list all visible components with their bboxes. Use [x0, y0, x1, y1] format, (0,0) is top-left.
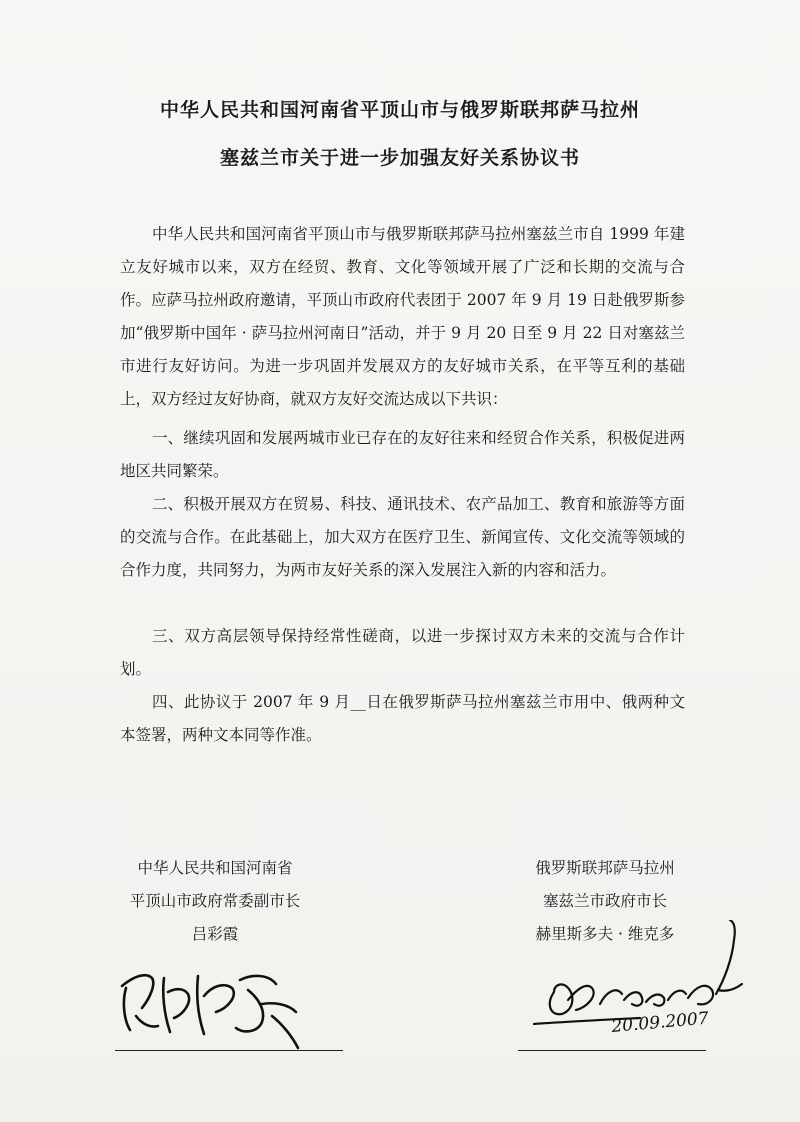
left-signature-line [115, 1050, 343, 1051]
agreement-item-2: 二、积极开展双方在贸易、科技、通讯技术、农产品加工、教育和旅游等方面的交流与合作。在此基础上，加大双方在医疗卫生、新闻宣传、文化交流等领域的合作力度，共同努力，为两市友好关系的深入发展注入新的内容和活力。 [120, 495, 685, 579]
document-title-line-2: 塞兹兰市关于进一步加强友好关系协议书 [219, 147, 580, 169]
left-signatory-line-1: 中华人民共和国河南省 [137, 859, 293, 877]
left-handwritten-signature [112, 958, 312, 1053]
right-signatory-line-1: 俄罗斯联邦萨马拉州 [535, 859, 675, 877]
right-signatory-line-2: 塞兹兰市政府市长 [542, 892, 667, 910]
intro-paragraph: 中华人民共和国河南省平顶山市与俄罗斯联邦萨马拉州塞兹兰市自 1999 年建立友好城市以来，双方在经贸、教育、文化等领域开展了广泛和长期的交流与合作。应萨马拉州政府邀请，平顶山市政府代表团于 2007 年 9 月 19 日赴俄罗斯参加“俄罗斯中国年 · 萨马拉州河南日”活动，并于 9 月 20 日至 9 月 22 日对塞兹兰市进行友好访问。为进一步巩固并发展双方的友好城市关系，在平等互利的基础上，双方经过友好协商，就双方友好交流达成以下共识： [120, 225, 685, 408]
handwritten-date: 20.09.2007 [610, 1008, 710, 1037]
right-handwritten-signature [520, 920, 760, 1040]
right-signatory-name: 赫里斯多夫 · 维克多 [535, 925, 675, 943]
agreement-item-1: 一、继续巩固和发展两城市业已存在的友好往来和经贸合作关系，积极促进两地区共同繁荣。 [120, 429, 685, 480]
document-title-line-1: 中华人民共和国河南省平顶山市与俄罗斯联邦萨马拉州 [159, 99, 640, 121]
left-signatory-line-2: 平顶山市政府常委副市长 [129, 892, 301, 910]
right-signature-line [518, 1050, 706, 1051]
agreement-item-4: 四、此协议于 2007 年 9 月__日在俄罗斯萨马拉州塞兹兰市用中、俄两种文本签署，两种文本同等作准。 [120, 693, 685, 744]
left-signatory-block [100, 852, 330, 951]
left-signatory-name: 吕彩霞 [191, 925, 239, 943]
agreement-item-3: 三、双方高层领导保持经常性磋商，以进一步探讨双方未来的交流与合作计划。 [120, 627, 685, 678]
